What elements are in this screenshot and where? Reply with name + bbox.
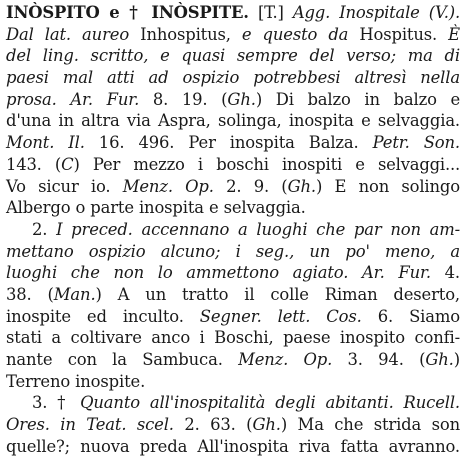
- text-segment: 38. (: [6, 284, 54, 304]
- text-line: [6, 219, 460, 241]
- text-line: [6, 67, 460, 89]
- italic-text: Gh.: [287, 176, 316, 196]
- text-segment: ) A un tratto il colle Riman deserto,: [95, 284, 460, 304]
- text-segment: 3. †: [32, 393, 81, 413]
- text-line: [6, 284, 460, 306]
- text-line: [6, 24, 460, 46]
- italic-text: Man.: [53, 284, 96, 304]
- text-segment: 143. (: [6, 154, 62, 174]
- text-line: [6, 110, 460, 132]
- italic-text: Petr. Son.: [372, 133, 460, 153]
- text-line: [6, 414, 460, 436]
- italic-text: Menz. Op.: [238, 350, 333, 369]
- text-segment: [T.]: [248, 3, 293, 22]
- text-segment: nante con la Sambuca.: [6, 350, 239, 369]
- italic-text: Menz. Op.: [122, 176, 214, 196]
- text-line: [6, 327, 460, 349]
- text-segment: ) E non solingo: [315, 176, 460, 196]
- text-segment: ) Di balzo in balzo e: [255, 89, 460, 109]
- italic-text: Gh.: [227, 89, 256, 109]
- text-segment: stati a coltivare anco i Boschi, paese inospito confi-: [6, 328, 460, 348]
- italic-text: Gh.: [425, 350, 454, 369]
- text-line: [6, 154, 460, 176]
- text-segment: Terreno inospite.: [6, 371, 146, 391]
- text-segment: 16. 496. Per inospita Balza.: [84, 133, 373, 153]
- text-line: [6, 197, 460, 219]
- italic-text: Agg. Inospitale (V.).: [292, 3, 460, 22]
- text-segment: Hospitus.: [348, 24, 449, 44]
- text-segment: 6. Siamo: [361, 306, 460, 326]
- italic-text: È: [448, 24, 460, 44]
- italic-text: e questo da: [241, 24, 349, 44]
- text-segment: inospite ed inculto.: [6, 306, 200, 326]
- italic-text: Dal lat. aureo: [6, 24, 130, 44]
- text-segment: ): [453, 350, 460, 369]
- text-segment: Inhospitus,: [129, 24, 242, 44]
- italic-text: Gh.: [252, 415, 281, 435]
- italic-text: C: [61, 154, 74, 174]
- text-segment: 3. 94. (: [332, 350, 426, 369]
- text-line: [6, 176, 460, 198]
- text-segment: 4.: [430, 263, 460, 283]
- italic-text: del ling. scritto, e quasi sempre del verso; ma di: [6, 46, 460, 66]
- text-line: [6, 241, 460, 263]
- italic-text: Mont. Il.: [6, 133, 85, 153]
- italic-text: paesi mal atti ad ospizio potrebbesi altresì nella: [6, 68, 460, 88]
- text-segment: 2. 9. (: [213, 176, 288, 196]
- italic-text: I preced. accennano a luoghi che par non am-: [56, 219, 460, 239]
- italic-text: Segner. lett. Cos.: [199, 306, 362, 326]
- text-segment: ) Per mezzo i boschi inospiti e selvaggi...: [73, 154, 460, 174]
- text-segment: 8. 19. (: [139, 89, 228, 109]
- text-segment: 2.: [32, 219, 57, 239]
- text-segment: ) Ma che strida son: [280, 415, 460, 435]
- text-line: [6, 436, 460, 457]
- text-line: [6, 371, 460, 393]
- text-segment: quelle?; nuova preda All'inospita riva fatta avranno.: [6, 436, 460, 456]
- text-segment: 2. 63. (: [173, 415, 253, 435]
- italic-text: mettano ospizio alcuno; i seg., un po' meno, a: [6, 241, 460, 261]
- text-segment: d'una in altra via Aspra, solinga, inospita e selvaggia.: [6, 111, 460, 131]
- text-line: [6, 349, 460, 371]
- text-line: [6, 306, 460, 328]
- text-line: [6, 392, 460, 414]
- italic-text: Ores. in Teat. scel.: [6, 415, 174, 435]
- italic-text: prosa. Ar. Fur.: [6, 89, 140, 109]
- entry-headword: INÒSPITO e † INÒSPITE.: [6, 3, 249, 22]
- text-segment: Vo sicur io.: [6, 176, 123, 196]
- italic-text: luoghi che non lo ammettono agiato. Ar. Fur.: [6, 263, 431, 283]
- italic-text: Quanto all'inospitalità degli abitanti. Rucell.: [80, 393, 460, 413]
- text-line: [6, 45, 460, 67]
- text-line: [6, 89, 460, 111]
- text-segment: Albergo o parte inospita e selvaggia.: [6, 198, 306, 218]
- text-line: [6, 2, 460, 24]
- text-line: [6, 262, 460, 284]
- text-line: [6, 132, 460, 154]
